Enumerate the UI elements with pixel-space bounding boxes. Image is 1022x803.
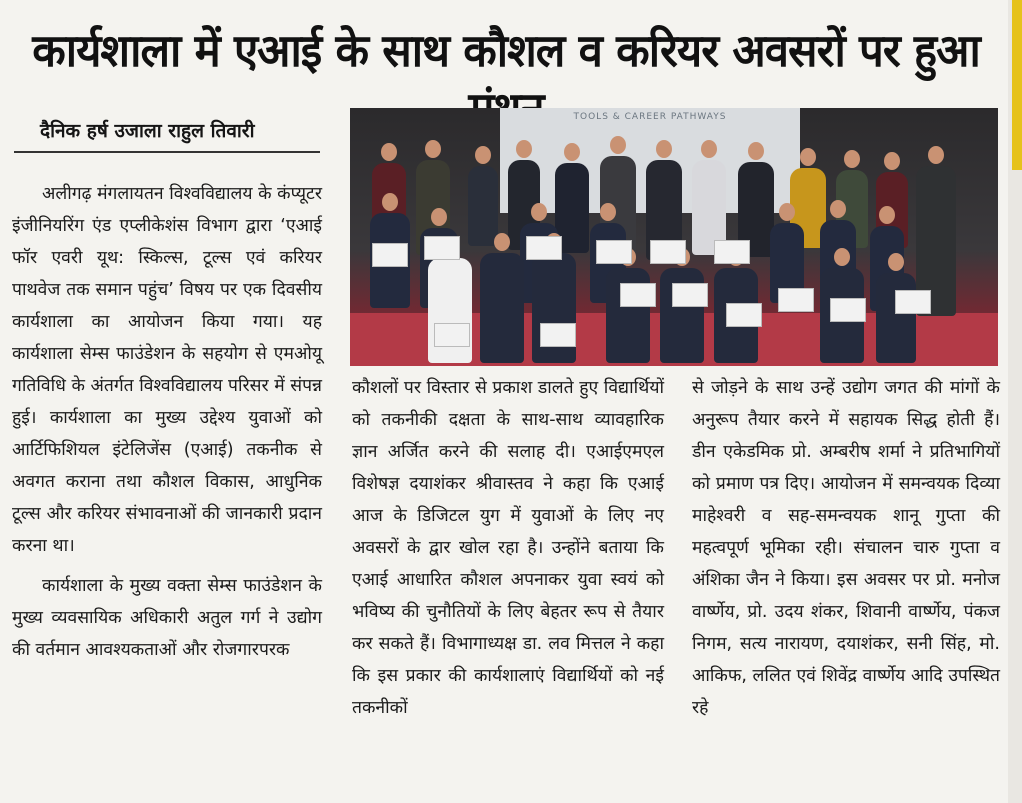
certificate [895, 290, 931, 314]
certificate [672, 283, 708, 307]
certificate [434, 323, 470, 347]
certificate [540, 323, 576, 347]
certificate [726, 303, 762, 327]
article-column-1 [12, 178, 322, 666]
article-column-3 [692, 372, 1000, 724]
paragraph: कार्यशाला के मुख्य वक्ता सेम्स फाउंडेशन के मुख्य व्यवसायिक अधिकारी अतुल गर्ग ने उद्योग की वर्तमान आवश्यकताओं और रोजगारपरक [12, 576, 322, 660]
certificate [372, 243, 408, 267]
color-marker [1012, 0, 1022, 170]
paragraph: अलीगढ़ मंगलायतन विश्वविद्यालय के कंप्यूटर इंजीनियरिंग एंड एप्लीकेशंस विभाग द्वारा ‘एआई फॉर एवरी यूथ: स्किल्स, टूल्स एवं करियर पाथवेज तक समान पहुंच’ विषय पर एक दिवसीय कार्यशाला का आयोजन किया गया। यह कार्यशाला सेम्स फाउंडेशन के सहयोग से एमओयू गतिविधि के अंतर्गत विश्वविद्यालय परिसर में संपन्न हुई। कार्यशाला का मुख्य उद्देश्य युवाओं को आर्टिफिशियल इंटेलिजेंस (एआई) तकनीक से अवगत कराना तथा कौशल विकास, आधुनिक टूल्स और करियर संभावनाओं की जानकारी प्रदान करना था। [12, 184, 322, 556]
certificate [620, 283, 656, 307]
article-column-2 [352, 372, 664, 724]
headline: कार्यशाला में एआई के साथ कौशल व करियर अवसरों पर हुआ [32, 24, 980, 77]
person [428, 258, 472, 363]
certificate [778, 288, 814, 312]
certificate [526, 236, 562, 260]
paragraph: कौशलों पर विस्तार से प्रकाश डालते हुए विद्यार्थियों को तकनीकी दक्षता के साथ-साथ व्यावहारिक ज्ञान अर्जित करने की सलाह दी। एआईएमएल विशेषज्ञ दयाशंकर श्रीवास्तव ने कहा कि एआई आज के डिजिटल युग में युवाओं के लिए नए अवसरों के द्वार खोल रहा है। उन्होंने बताया कि एआई आधारित कौशल अपनाकर युवा स्वयं को भविष्य की चुनौतियों के लिए बेहतर रूप से तैयार कर सकते हैं। विभागाध्यक्ष डा. लव मित्तल ने कहा कि इस प्रकार की कार्यशालाएं विद्यार्थियों को नई तकनीकों [352, 378, 664, 718]
screen-text: TOOLS & CAREER PATHWAYS [573, 112, 727, 122]
person [876, 273, 916, 363]
certificate [650, 240, 686, 264]
person [468, 166, 498, 246]
certificate [714, 240, 750, 264]
certificate [830, 298, 866, 322]
person [480, 253, 524, 363]
certificate [596, 240, 632, 264]
byline: दैनिक हर्ष उजाला राहुल तिवारी [14, 117, 320, 153]
group-photo [350, 108, 998, 366]
certificate [424, 236, 460, 260]
paragraph: से जोड़ने के साथ उन्हें उद्योग जगत की मांगों के अनुरूप तैयार करने में सहायक सिद्ध होती हैं। डीन एकेडमिक प्रो. अम्बरीष शर्मा ने प्रतिभागियों को प्रमाण पत्र दिए। आयोजन में समन्वयक दिव्या माहेश्वरी व सह-समन्वयक शानू गुप्ता की महत्वपूर्ण भूमिका रही। संचालन चारु गुप्ता व अंशिका जैन ने किया। इस अवसर पर प्रो. मनोज वार्ष्णेय, प्रो. उदय शंकर, शिवानी वार्ष्णेय, पंकज निगम, सत्य नारायण, दयाशंकर, सनी सिंह, मो. आकिफ, ललित एवं शिवेंद्र वार्ष्णेय आदि उपस्थित रहे [692, 378, 1000, 718]
